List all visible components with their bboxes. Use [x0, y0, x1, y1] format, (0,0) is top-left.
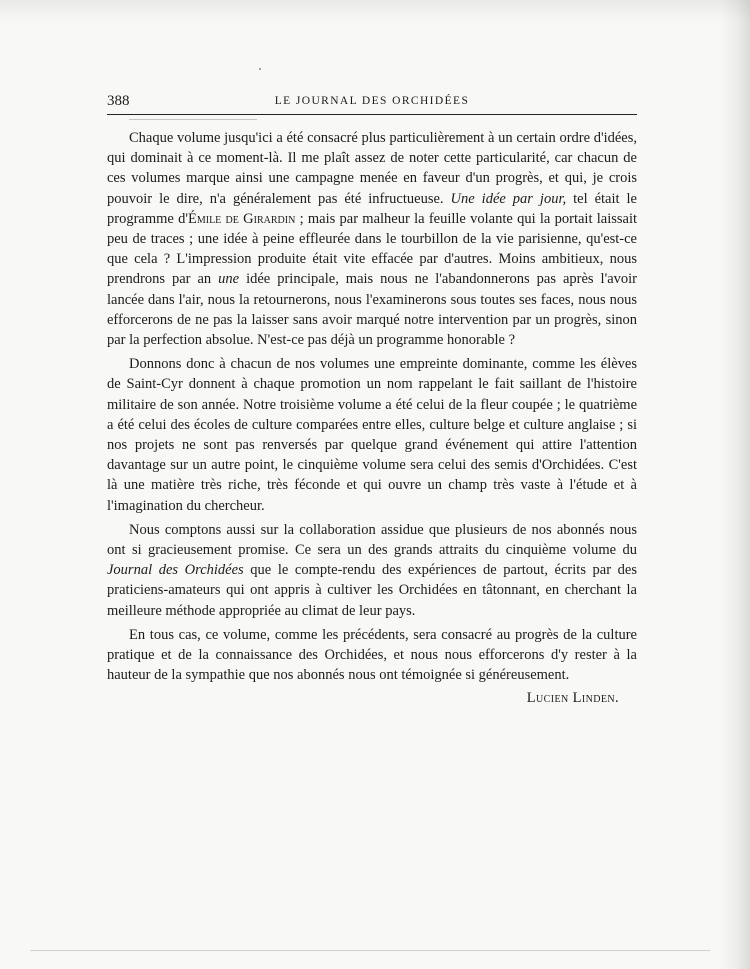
article-body: [107, 128, 637, 709]
paragraph-3: [107, 520, 637, 621]
paragraph-4: En tous cas, ce volume, comme les précédents, sera consacré au progrès de la culture pratique et de la connaissance des Orchidées, et nous nous efforcerons d'y rester à la hauteur de la sympathie que nos abonnés nous ont témoignée si généreusement.: [107, 626, 637, 684]
paragraph-1-text-d: idée principale, mais nous ne l'abandonnerons pas après l'avoir lancée dans l'air, nous la retournerons, nous l'examinerons sous toutes ses faces, nous nous efforcerons de ne pas la laisser sans avoir marqué notre intervention par un progrès, sinon par la perfection absolue. N'est-ce pas déjà un programme honorable ?: [107, 271, 637, 349]
paragraph-1: [107, 128, 637, 350]
paragraph-1-text-a: Chaque volume jusqu'ici a été consacré plus particulièrement à un certain ordre d'idées, qui dominait à ce moment-là. Il me plaît assez de noter cette particularité, car chacun de ces volumes marque ainsi une campagne menée en faveur d'un progrès, et qui, je crois pouvoir le dire, n'a généralement pas été infructueuse.: [107, 130, 637, 207]
paragraph-3-text-b: que le compte-rendu des expériences de partout, écrits par des praticiens-amateurs qui ont appris à cultiver les Orchidées en tâtonnant, en cherchant la meilleure méthode appropriée au climat de leur pays.: [107, 562, 637, 619]
paragraph-2: Donnons donc à chacun de nos volumes une empreinte dominante, comme les élèves de Saint-Cyr donnent à chaque promotion un nom rappelant le fait saillant de l'histoire militaire de son année. Notre troisième volume a été celui de la fleur coupée ; le quatrième a été celui des écoles de culture comparées entre elles, culture belge et culture anglaise ; si nos projets ne sont pas renversés par quelque grand événement qui attire l'attention davantage sur un autre point, le cinquième volume sera celui des semis d'Orchidées. C'est là une matière très riche, très féconde et qui ouvre un champ très vaste à l'étude et à l'imagination du chercheur.: [107, 356, 637, 514]
signature: Lucien Linden.: [526, 690, 619, 707]
page-edge-shadow: [720, 0, 750, 969]
running-header: [107, 93, 637, 113]
page-bottom-edge: [30, 950, 710, 951]
author-name-girardin: Émile de Girardin: [187, 210, 296, 227]
paragraph-1-text-c: ; mais par malheur la feuille volante qui la portait laissait peu de traces ; une idée à peine effleurée dans le tourbillon de la vie parisienne, qu'est-ce que cela ? L'impression produite était vite effacée par d'autres. Moins ambitieux, nous prendrons par an: [107, 210, 638, 288]
page-top-shadow: [0, 0, 750, 22]
ink-speck: [259, 68, 261, 70]
header-rule: [107, 114, 637, 115]
paragraph-3-text-a: Nous comptons aussi sur la collaboration assidue que plusieurs de nos abonnés nous ont si gracieusement promise. Ce sera un des grands attraits du cinquième volume du: [107, 521, 637, 559]
paragraph-1-italic-quote: Une idée par jour,: [450, 190, 567, 207]
journal-name-italic: Journal des Orchidées: [107, 562, 244, 579]
page-number: 388: [107, 93, 130, 109]
paragraph-1-italic-une: une: [218, 271, 240, 288]
header-rule-faint: [129, 119, 257, 120]
journal-title: LE JOURNAL DES ORCHIDÉES: [274, 95, 470, 107]
paragraph-1-text-b: tel était le programme d': [107, 190, 637, 227]
